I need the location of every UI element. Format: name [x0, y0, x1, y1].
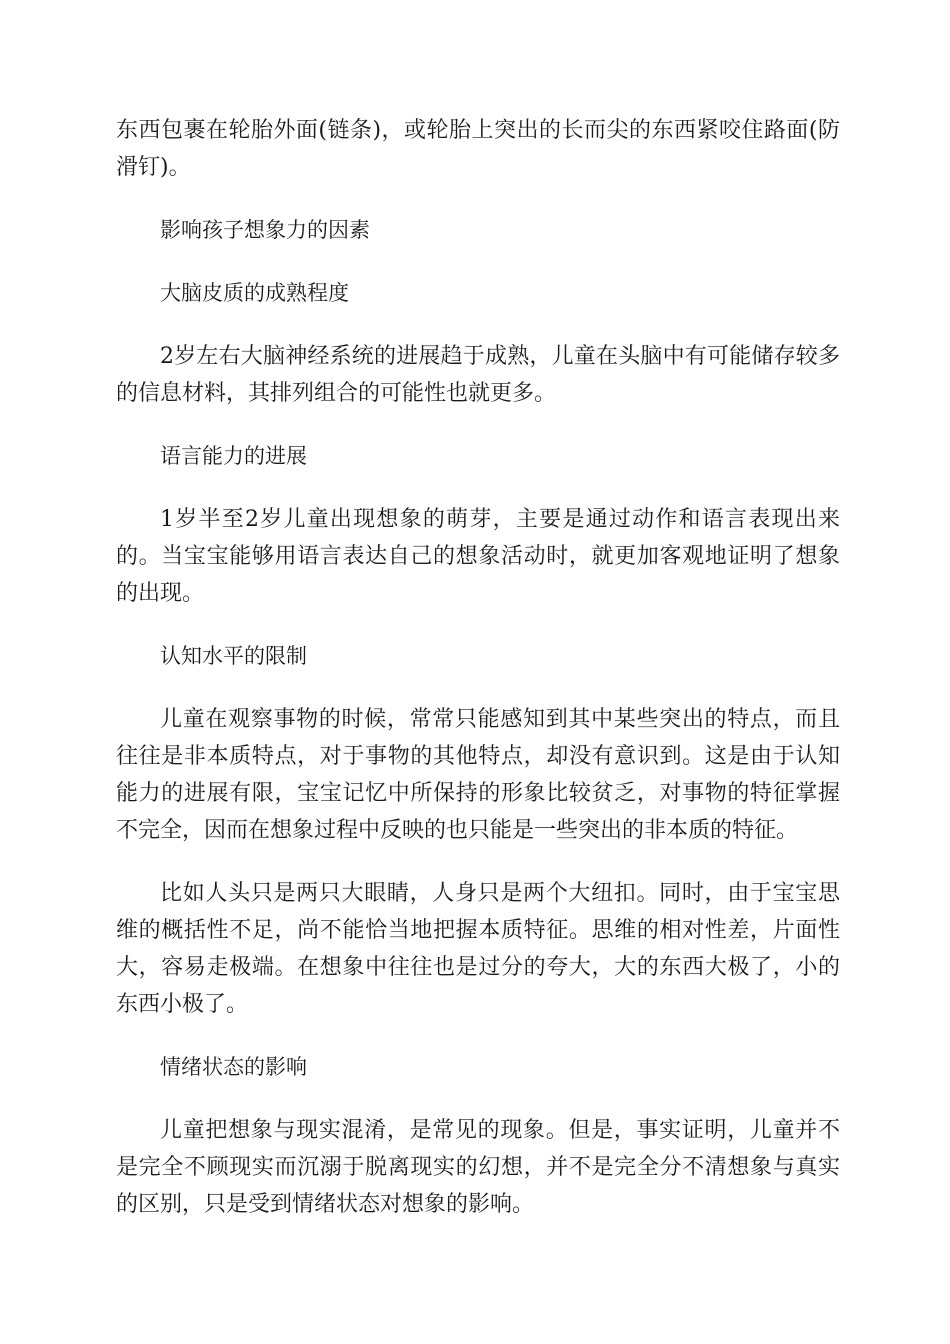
section-heading-emotion: 情绪状态的影响: [160, 1055, 307, 1079]
section-heading-cognition: 认知水平的限制: [160, 644, 307, 668]
section-heading-main: 影响孩子想象力的因素: [160, 218, 370, 242]
paragraph-cognition-2: 比如人头只是两只大眼睛，人身只是两个大纽扣。同时，由于宝宝思维的概括性不足，尚不能恰当地把握本质特征。思维的相对性差，片面性大，容易走极端。在想象中往往也是过分的夸大，大的东西大极了，小的东西小极了。: [116, 881, 840, 1017]
paragraph-emotion: 儿童把想象与现实混淆，是常见的现象。但是，事实证明，儿童并不是完全不顾现实而沉溺于脱离现实的幻想，并不是完全分不清想象与真实的区别，只是受到情绪状态对想象的影响。: [116, 1118, 840, 1217]
paragraph-cognition-1: 儿童在观察事物的时候，常常只能感知到其中某些突出的特点，而且往往是非本质特点，对于事物的其他特点，却没有意识到。这是由于认知能力的进展有限，宝宝记忆中所保持的形象比较贫乏，对事物的特征掌握不完全，因而在想象过程中反映的也只能是一些突出的非本质的特征。: [116, 707, 840, 843]
document-body: [116, 112, 840, 1249]
paragraph-cortex: 2岁左右大脑神经系统的进展趋于成熟，儿童在头脑中有可能储存较多的信息材料，其排列组合的可能性也就更多。: [116, 344, 840, 406]
paragraph-language: 1岁半至2岁儿童出现想象的萌芽，主要是通过动作和语言表现出来的。当宝宝能够用语言表达自己的想象活动时，就更加客观地证明了想象的出现。: [116, 507, 840, 606]
section-heading-cortex: 大脑皮质的成熟程度: [160, 281, 349, 305]
section-heading-language: 语言能力的进展: [160, 444, 307, 468]
paragraph-continued: 东西包裹在轮胎外面(链条)，或轮胎上突出的长而尖的东西紧咬住路面(防滑钉)。: [116, 118, 840, 180]
